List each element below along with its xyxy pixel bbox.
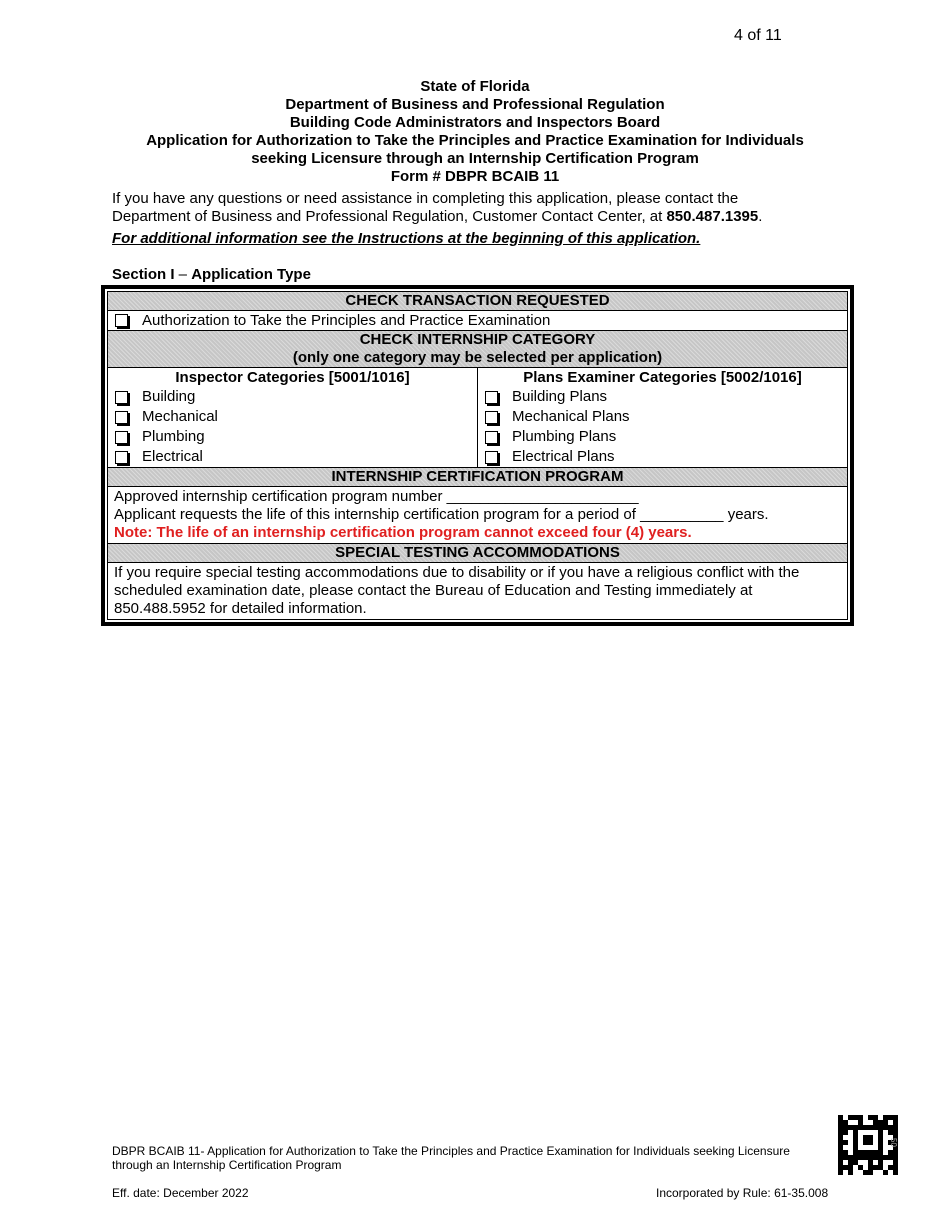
header-form-number: Form # DBPR BCAIB 11 <box>390 168 560 185</box>
option-label: Plumbing Plans <box>512 428 617 445</box>
plans-option-plumbing[interactable] <box>478 427 847 447</box>
category-subtitle: (only one category may be selected per application) <box>292 349 663 366</box>
header-board: Building Code Administrators and Inspectors Board <box>289 114 661 131</box>
plans-option-electrical[interactable] <box>478 447 847 467</box>
checkbox[interactable] <box>485 391 498 404</box>
page-number: 4 of 11 <box>734 27 782 44</box>
checkbox[interactable] <box>485 431 498 444</box>
inspector-column <box>108 368 477 467</box>
form-header <box>0 78 950 186</box>
option-label: Mechanical <box>142 408 218 425</box>
checkbox[interactable] <box>115 391 128 404</box>
option-label: Building <box>142 388 196 405</box>
category-columns <box>108 368 847 468</box>
footer-rule: Incorporated by Rule: 61-35.008 <box>656 1186 829 1200</box>
option-label: Electrical <box>142 448 203 465</box>
plans-option-building[interactable] <box>478 387 847 407</box>
application-type-form <box>101 285 854 626</box>
transaction-checkbox[interactable] <box>115 314 128 327</box>
checkbox[interactable] <box>485 451 498 464</box>
side-code: 50 <box>889 1138 898 1147</box>
inspector-option-plumbing[interactable] <box>108 427 477 447</box>
checkbox[interactable] <box>115 451 128 464</box>
inspector-header: Inspector Categories [5001/1016] <box>175 369 410 386</box>
section-title <box>112 266 311 283</box>
contact-paragraph <box>112 190 812 226</box>
program-period-field[interactable]: Applicant requests the life of this internship certification program for a period of __________ years. <box>114 506 769 523</box>
checkbox[interactable] <box>115 411 128 424</box>
plans-examiner-column <box>477 368 847 467</box>
accommodations-text: If you require special testing accommodations due to disability or if you have a religious conflict with the scheduled examination date, please contact the Bureau of Education and Testing immediately at 850.488.5952 for detailed information. <box>114 564 800 617</box>
contact-phone: 850.487.1395 <box>666 208 759 225</box>
instructions-note: For additional information see the Instructions at the beginning of this application. <box>112 230 701 247</box>
option-label: Mechanical Plans <box>512 408 630 425</box>
option-label: Electrical Plans <box>512 448 615 465</box>
contact-period: . <box>758 208 763 225</box>
option-label: Building Plans <box>512 388 608 405</box>
plans-examiner-header: Plans Examiner Categories [5002/1016] <box>523 369 802 386</box>
program-number-field[interactable]: Approved internship certification program number _______________________ <box>114 488 639 505</box>
header-department: Department of Business and Professional Regulation <box>285 96 665 113</box>
header-application-title: Application for Authorization to Take the Principles and Practice Examination for Individuals <box>146 132 804 149</box>
inspector-option-building[interactable] <box>108 387 477 407</box>
internship-note: Note: The life of an internship certification program cannot exceed four (4) years. <box>114 524 692 541</box>
option-label: Plumbing <box>142 428 205 445</box>
inspector-option-mechanical[interactable] <box>108 407 477 427</box>
plans-option-mechanical[interactable] <box>478 407 847 427</box>
category-header <box>108 331 847 368</box>
checkbox[interactable] <box>485 411 498 424</box>
category-title: CHECK INTERNSHIP CATEGORY <box>359 331 596 348</box>
section-dash: – <box>174 266 192 283</box>
transaction-option-label: Authorization to Take the Principles and Practice Examination <box>142 312 551 329</box>
transaction-header: CHECK TRANSACTION REQUESTED <box>108 292 847 311</box>
inspector-option-electrical[interactable] <box>108 447 477 467</box>
internship-details <box>108 487 847 544</box>
footer-description: DBPR BCAIB 11- Application for Authorization to Take the Principles and Practice Examination for Individuals seeking Licensure through an Internship Certification Program <box>112 1144 790 1172</box>
section-name: Application Type <box>191 266 311 283</box>
footer-effective-date: Eff. date: December 2022 <box>112 1186 249 1200</box>
section-label: Section I <box>112 266 175 283</box>
header-application-subtitle: seeking Licensure through an Internship Certification Program <box>251 150 699 167</box>
checkbox[interactable] <box>115 431 128 444</box>
accommodations-header: SPECIAL TESTING ACCOMMODATIONS <box>108 544 847 563</box>
internship-header: INTERNSHIP CERTIFICATION PROGRAM <box>108 468 847 487</box>
transaction-option[interactable] <box>108 311 847 331</box>
header-state: State of Florida <box>420 78 530 95</box>
contact-text: If you have any questions or need assistance in completing this application, please contact the Department of Business and Professional Regulation, Customer Contact Center, at <box>112 190 739 225</box>
